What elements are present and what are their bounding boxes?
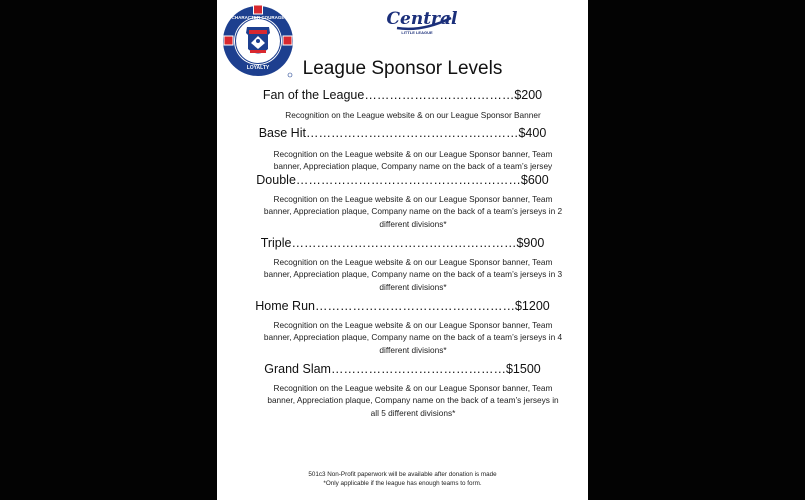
tier-dots: …………………………………… — [330, 362, 506, 376]
svg-text:LITTLE LEAGUE: LITTLE LEAGUE — [401, 30, 433, 35]
tier-price: $1500 — [505, 362, 541, 376]
tier-dots: ………………………………………… — [314, 299, 515, 313]
svg-text:CHARACTER COURAGE: CHARACTER COURAGE — [231, 15, 285, 20]
tier-name: Grand Slam — [264, 362, 331, 376]
tier-price: $200 — [514, 88, 543, 102]
tier-name: Base Hit — [258, 126, 306, 140]
tier-name: Fan of the League — [262, 88, 365, 102]
tier-description: Recognition on the League website & on our League Sponsor banner, Team banner, Appreciation plaque, Company name on the back of a team’s jerseys in 2 different divisions* — [263, 194, 563, 229]
central-little-league-logo-icon — [387, 4, 457, 38]
tier-double — [217, 173, 588, 187]
tier-description: Recognition on the League website & on our League Sponsor banner, Team banner, Appreciation plaque, Company name on the back of a team’s jerseys in 3 different divisions* — [263, 257, 563, 292]
tier-price: $900 — [516, 236, 545, 250]
footer-line-disclaimer: *Only applicable if the league has enough teams to form. — [323, 480, 482, 487]
tier-grand-slam — [217, 362, 588, 376]
page-title: League Sponsor Levels — [302, 58, 503, 79]
tier-dots: ……………………………………………… — [295, 173, 521, 187]
tier-name: Triple — [260, 236, 292, 250]
tier-dots: ……………………………………………… — [291, 236, 517, 250]
svg-text:Central: Central — [387, 9, 457, 29]
tier-base-hit — [217, 126, 588, 140]
tier-name: Home Run — [255, 299, 315, 313]
tier-home-run — [217, 299, 588, 313]
tier-description: Recognition on the League website & on our League Sponsor banner, Team banner, Appreciation plaque, Company name on the back of a team’s jersey — [273, 149, 553, 172]
svg-text:LOYALTY: LOYALTY — [246, 65, 270, 71]
tier-triple — [217, 236, 588, 250]
tier-dots: …………………………………………… — [305, 126, 519, 140]
tier-price: $1200 — [514, 299, 550, 313]
tier-price: $600 — [520, 173, 549, 187]
footer-line-nonprofit: 501c3 Non-Profit paperwork will be available after donation is made — [308, 471, 497, 478]
footer-notes — [217, 470, 588, 488]
tier-price: $400 — [518, 126, 547, 140]
tier-description: Recognition on the League website & on our League Sponsor banner, Team banner, Appreciation plaque, Company name on the back of a team’s jerseys in all 5 different divisions* — [267, 383, 559, 418]
tier-dots: ……………………………… — [364, 88, 515, 102]
tier-description: Recognition on the League website & on our League Sponsor banner, Team banner, Appreciation plaque, Company name on the back of a team’s jerseys in 4 different divisions* — [263, 320, 563, 355]
tier-fan-of-the-league — [217, 88, 588, 102]
tier-name: Double — [256, 173, 296, 187]
tier-description: Recognition on the League website & on our League Sponsor Banner — [285, 110, 541, 120]
sponsor-flyer-page — [217, 0, 588, 500]
